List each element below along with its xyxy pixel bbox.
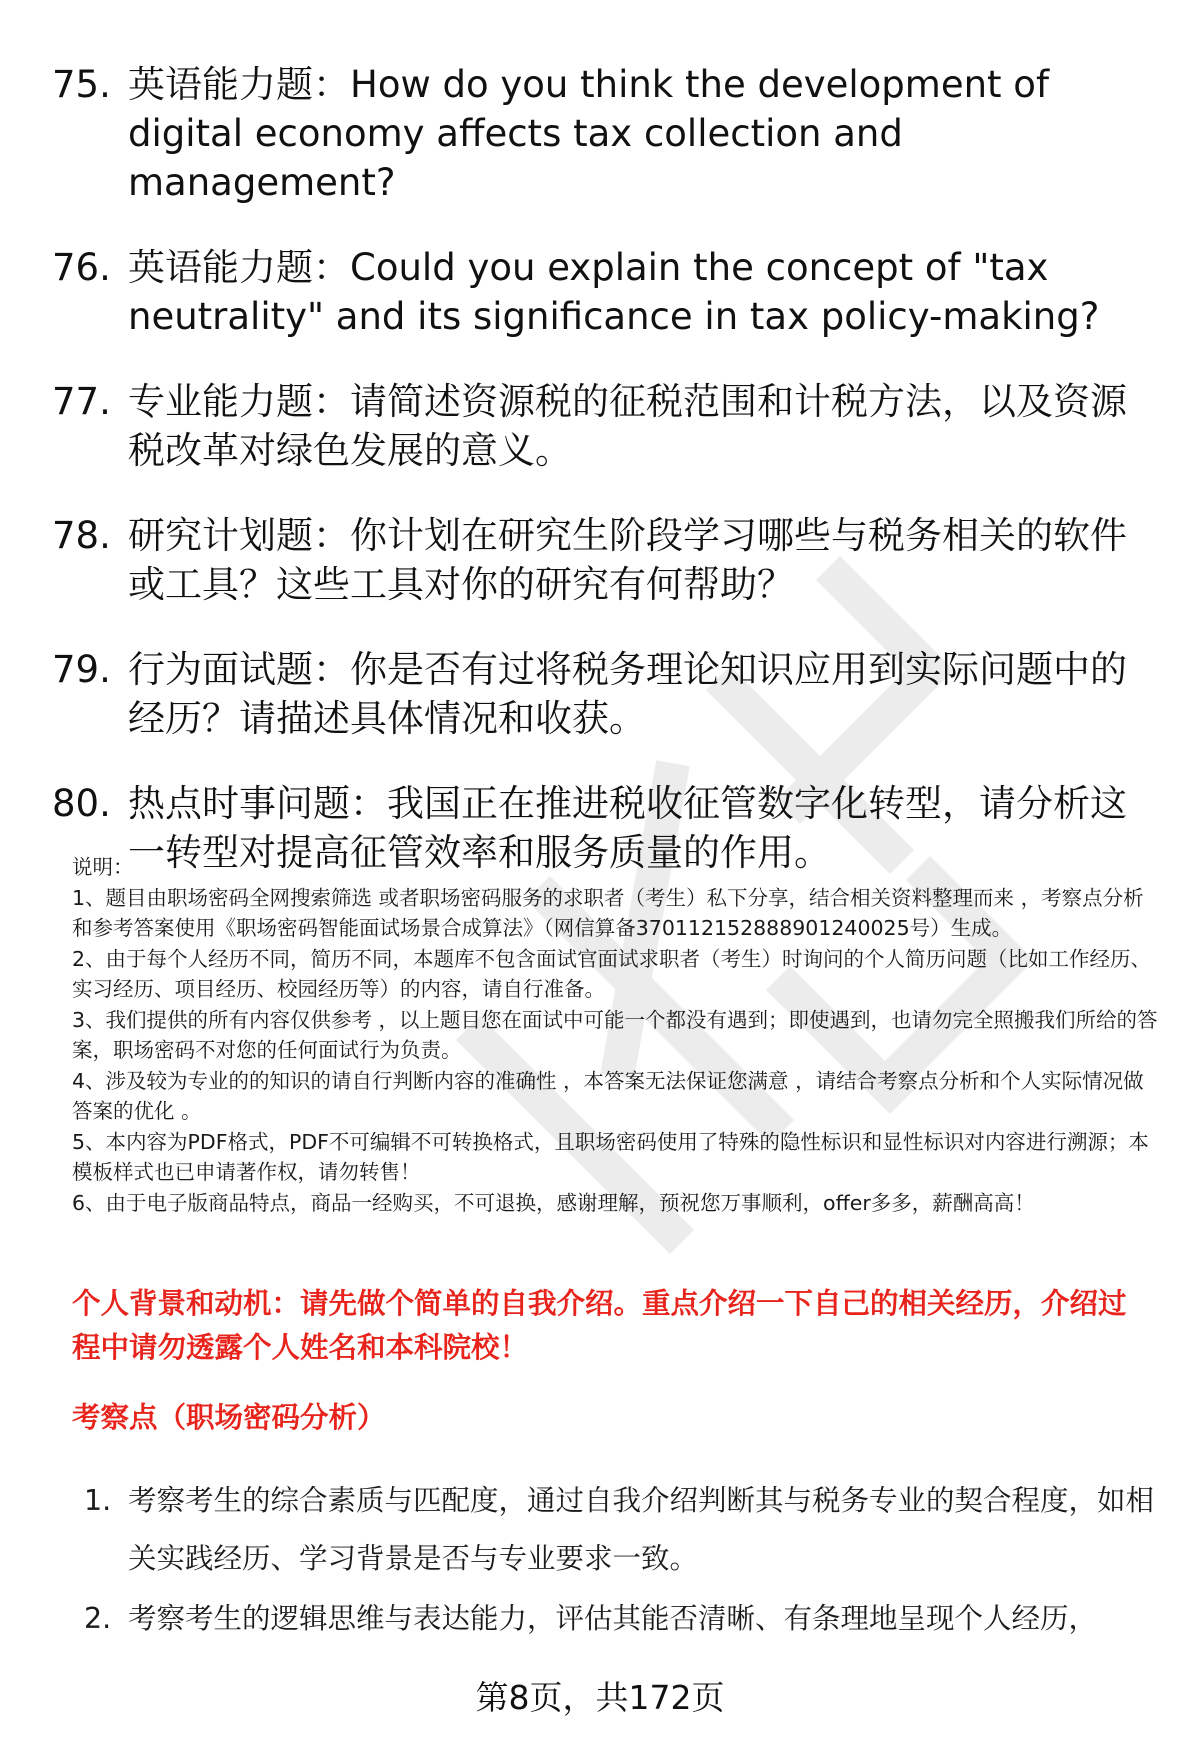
question-list xyxy=(52,60,1152,913)
note-item: 4、涉及较为专业的的知识的请自行判断内容的准确性 ，本答案无法保证您满意 ，请结合考察点分析和个人实际情况做答案的优化 。 xyxy=(72,1068,1144,1123)
note-item: 5、本内容为PDF格式，PDF不可编辑不可转换格式，且职场密码使用了特殊的隐性标识和显性标识对内容进行溯源；本模板样式也已申请著作权，请勿转售！ xyxy=(72,1129,1149,1184)
question-item xyxy=(52,243,1152,341)
analysis-point xyxy=(84,1472,1164,1588)
question-number: 76. xyxy=(52,246,111,289)
note-item: 2、由于每个人经历不同，简历不同，本题库不包含面试官面试求职者（考生）时询问的个人简历问题（比如工作经历、实习经历、项目经历、校园经历等）的内容，请自行准备。 xyxy=(72,946,1152,1001)
question-number: 78. xyxy=(52,514,111,557)
question-text: 英语能力题：Could you explain the concept of "tax neutrality" and its significance in tax policy-making? xyxy=(128,246,1100,338)
notes-heading: 说明： xyxy=(72,855,134,879)
question-text: 英语能力题：How do you think the development of digital economy affects tax collection and management? xyxy=(128,63,1049,204)
question-text: 研究计划题：你计划在研究生阶段学习哪些与税务相关的软件或工具？这些工具对你的研究有何帮助？ xyxy=(128,514,1127,606)
point-number: 2. xyxy=(84,1602,112,1635)
point-text: 考察考生的综合素质与匹配度，通过自我介绍判断其与税务专业的契合程度，如相关实践经历、学习背景是否与专业要求一致。 xyxy=(128,1484,1155,1575)
question-item xyxy=(52,60,1152,207)
analysis-points xyxy=(84,1472,1164,1650)
question-number: 80. xyxy=(52,782,111,825)
note-item: 6、由于电子版商品特点，商品一经购买，不可退换，感谢理解，预祝您万事顺利，offer多多，薪酬高高！ xyxy=(72,1190,1035,1215)
note-item: 3、我们提供的所有内容仅供参考 ，以上题目您在面试中可能一个都没有遇到；即使遇到，也请勿完全照搬我们所给的答案，职场密码不对您的任何面试行为负责。 xyxy=(72,1007,1158,1062)
notes-section xyxy=(72,852,1162,1218)
question-number: 79. xyxy=(52,648,111,691)
point-text: 考察考生的逻辑思维与表达能力，评估其能否清晰、有条理地呈现个人经历， xyxy=(128,1602,1098,1635)
note-item: 1、题目由职场密码全网搜索筛选 或者职场密码服务的求职者（考生）私下分享，结合相关资料整理而来 ，考察点分析和参考答案使用《职场密码智能面试场景合成算法》（网信算备370112152888901240025号）生成。 xyxy=(72,885,1144,940)
question-text: 行为面试题：你是否有过将税务理论知识应用到实际问题中的经历？请描述具体情况和收获。 xyxy=(128,648,1127,740)
question-text: 专业能力题：请简述资源税的征税范围和计税方法，以及资源税改革对绿色发展的意义。 xyxy=(128,380,1127,472)
intro-question: 个人背景和动机：请先做个简单的自我介绍。重点介绍一下自己的相关经历，介绍过程中请勿透露个人姓名和本科院校！ xyxy=(72,1287,1127,1364)
question-item xyxy=(52,645,1152,743)
question-number: 75. xyxy=(52,63,111,106)
question-number: 77. xyxy=(52,380,111,423)
question-item xyxy=(52,377,1152,475)
page-footer: 第8页，共172页 xyxy=(475,1678,725,1717)
analysis-heading: 考察点（职场密码分析） xyxy=(72,1401,386,1434)
analysis-point xyxy=(84,1590,1164,1648)
question-item xyxy=(52,511,1152,609)
question-text: 热点时事问题：我国正在推进税收征管数字化转型，请分析这一转型对提高征管效率和服务质量的作用。 xyxy=(128,782,1127,874)
point-number: 1. xyxy=(84,1484,112,1517)
